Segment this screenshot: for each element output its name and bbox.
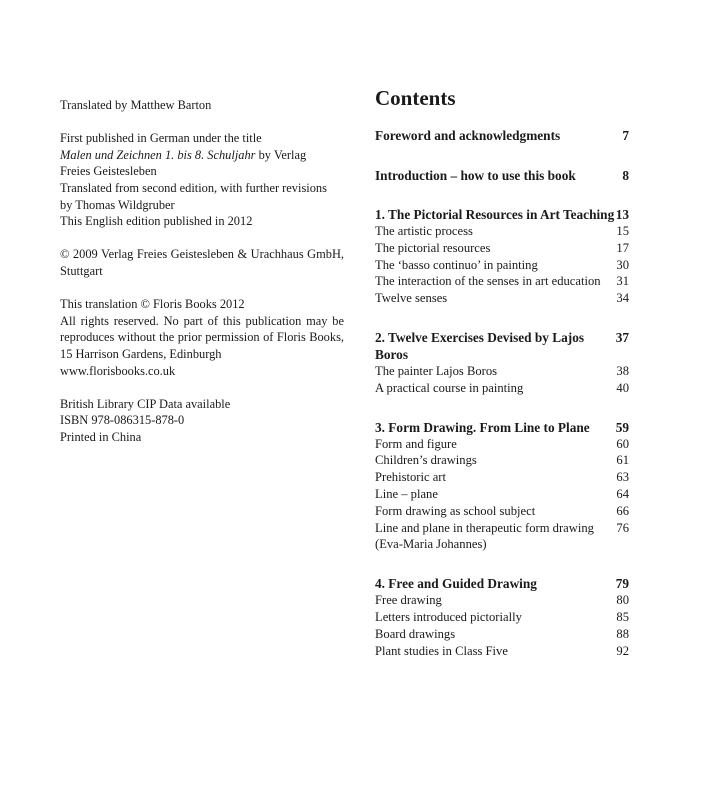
toc-entry-page: 34 <box>616 291 629 306</box>
toc-chapter-page: 59 <box>615 419 629 435</box>
original-title: Malen und Zeichnen 1. bis 8. Schuljahr <box>60 147 256 162</box>
toc-chapters <box>375 206 629 659</box>
publisher-line: Freies Geistesleben <box>60 164 157 179</box>
toc-entry-title: Children’s drawings <box>375 453 477 468</box>
translator-line: Translated by Matthew Barton <box>60 98 212 112</box>
toc-entry-title: Prehistoric art <box>375 470 446 485</box>
toc-entry-title: Plant studies in Class Five <box>375 643 508 658</box>
toc-entry-page: 66 <box>616 503 629 518</box>
catalog-block <box>60 396 344 446</box>
toc-entry <box>375 609 629 626</box>
toc-chapter-heading <box>375 419 629 436</box>
toc-entry-page: 88 <box>616 626 629 641</box>
toc-entry-title: Line – plane <box>375 486 438 501</box>
toc-entry <box>375 290 629 307</box>
toc-entry <box>375 503 629 520</box>
toc-entry <box>375 643 629 660</box>
toc-entry-page: 15 <box>616 224 629 238</box>
toc-front-matter-1 <box>375 127 629 144</box>
toc-front-matter-2 <box>375 167 629 184</box>
toc-entry <box>375 273 629 290</box>
toc-entry <box>375 380 629 397</box>
original-title-after: by Verlag <box>255 147 307 162</box>
website-line: www.florisbooks.co.uk <box>60 363 176 378</box>
contents-title: Contents <box>375 86 456 110</box>
toc-entry-title: Twelve senses <box>375 291 448 306</box>
toc-entry-title: Form drawing as school subject <box>375 503 536 518</box>
toc-chapter <box>375 329 629 397</box>
toc-entry <box>375 536 629 553</box>
publication-block <box>60 130 344 230</box>
toc-entry <box>375 240 629 257</box>
toc-entry-page: 92 <box>616 643 629 658</box>
toc-chapter <box>375 575 629 659</box>
credits-column <box>60 97 344 462</box>
toc-entry-title: A practical course in painting <box>375 380 524 395</box>
toc-entry-title: The pictorial resources <box>375 240 491 255</box>
toc-entry-page: 38 <box>616 363 629 378</box>
toc-entry <box>375 363 629 380</box>
toc-entry-page: 80 <box>616 593 629 608</box>
toc-heading-page: 7 <box>622 128 629 143</box>
toc-entry <box>375 520 629 537</box>
toc-chapter <box>375 419 629 554</box>
toc-entry <box>375 469 629 486</box>
toc-chapter <box>375 206 629 307</box>
toc-chapter-title: 2. Twelve Exercises Devised by Lajos Boros <box>375 329 585 362</box>
toc-entry <box>375 626 629 643</box>
toc-entry-page: 40 <box>616 380 629 395</box>
reviser-line: by Thomas Wildgruber <box>60 197 175 212</box>
rights-block <box>60 296 344 379</box>
toc-entry-title: The ‘basso continuo’ in painting <box>375 257 538 272</box>
edition-line: Translated from second edition, with further revisions <box>60 180 327 195</box>
printed-line: Printed in China <box>60 429 142 444</box>
toc-chapter-heading <box>375 329 629 363</box>
toc-entry-page: 61 <box>616 453 629 468</box>
toc-chapter-title: 1. The Pictorial Resources in Art Teaching <box>375 207 615 222</box>
toc-entry-title: Line and plane in therapeutic form drawing <box>375 520 594 535</box>
toc-entry <box>375 452 629 469</box>
toc-entry-page: 63 <box>616 470 629 485</box>
toc-entry <box>375 257 629 274</box>
toc-entry-title: Form and figure <box>375 436 457 451</box>
copyright-line: © 2009 Verlag Freies Geistesleben & Urachhaus GmbH, Stuttgart <box>60 247 344 278</box>
toc-entry-title: Free drawing <box>375 593 442 608</box>
toc-entry <box>375 486 629 503</box>
toc-heading-page: 8 <box>622 167 629 183</box>
toc-entry-page: 30 <box>616 257 629 272</box>
english-edition-line: This English edition published in 2012 <box>60 214 253 229</box>
toc-entry-page: 60 <box>616 436 629 451</box>
toc-entry-title: Board drawings <box>375 626 456 641</box>
toc-chapter-heading <box>375 575 629 592</box>
toc-entry <box>375 223 629 240</box>
toc-entry-title: Letters introduced pictorially <box>375 609 522 624</box>
original-title-line <box>60 147 344 164</box>
toc-entry-title: The interaction of the senses in art education <box>375 274 601 289</box>
toc-chapter-title: 4. Free and Guided Drawing <box>375 576 537 592</box>
toc-entry-title: The painter Lajos Boros <box>375 363 498 378</box>
cip-line: British Library CIP Data available <box>60 396 231 411</box>
toc-entry-page: 64 <box>616 486 629 501</box>
toc-heading <box>375 127 629 144</box>
toc-heading <box>375 167 629 184</box>
toc-chapter-page: 37 <box>615 329 629 345</box>
toc-heading-label: Foreword and acknowledgments <box>375 128 561 143</box>
toc-entry <box>375 592 629 609</box>
toc-entry-page: 17 <box>616 240 629 255</box>
toc-heading-label: Introduction – how to use this book <box>375 167 576 183</box>
rights-line: All rights reserved. No part of this publication may be reproduces without the prior permission of Floris Books, 15 Harrison Gardens, Edinburgh <box>60 313 344 361</box>
contents-column <box>375 86 629 681</box>
toc-entry-title: (Eva-Maria Johannes) <box>375 537 487 552</box>
toc-entry <box>375 436 629 453</box>
publication-line: First published in German under the title <box>60 131 262 146</box>
copyright-block <box>60 246 344 279</box>
toc-chapter-page: 13 <box>615 207 629 222</box>
toc-entry-title: The artistic process <box>375 224 473 238</box>
toc-chapter-title: 3. Form Drawing. From Line to Plane <box>375 419 590 435</box>
toc-chapter-page: 79 <box>615 576 629 592</box>
toc-entry-page: 76 <box>616 520 629 535</box>
toc-entry-page: 31 <box>616 274 629 289</box>
translation-copyright-line: This translation © Floris Books 2012 <box>60 297 245 312</box>
isbn-line: ISBN 978-086315-878-0 <box>60 413 185 428</box>
toc-chapter-heading <box>375 206 629 223</box>
toc-entry-page: 85 <box>616 609 629 624</box>
translator-block <box>60 97 344 114</box>
